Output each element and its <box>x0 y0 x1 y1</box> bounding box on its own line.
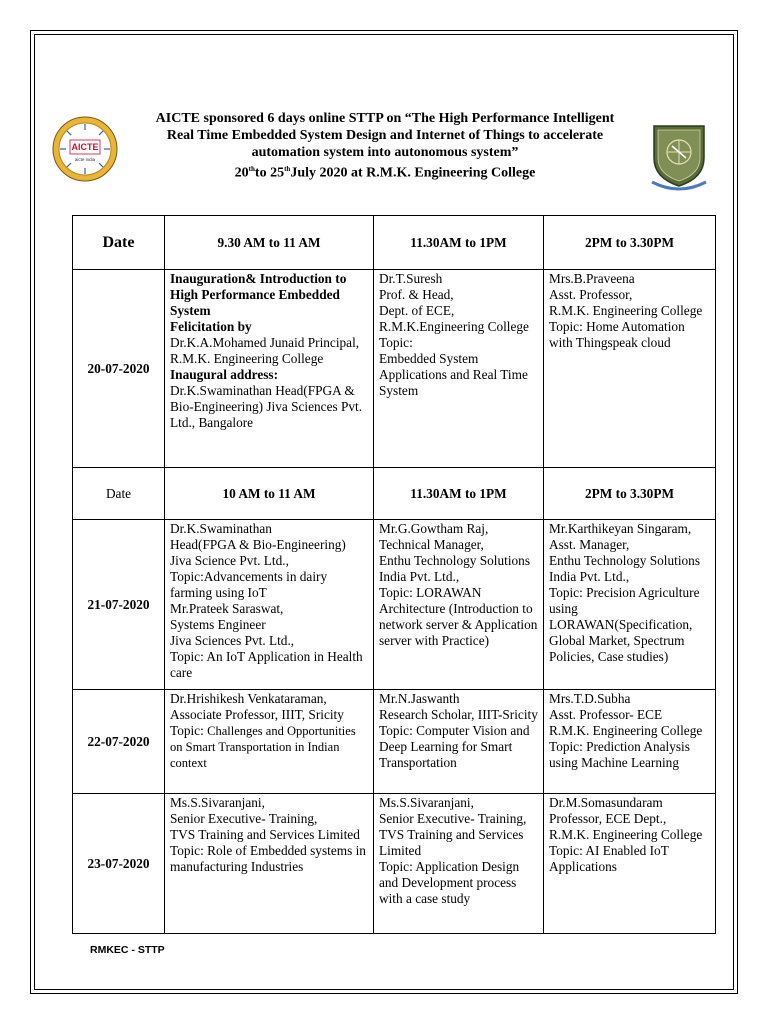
schedule-table <box>72 215 716 934</box>
session-cell <box>544 794 716 934</box>
line: Systems Engineer <box>170 617 266 632</box>
heading-dates <box>125 161 645 182</box>
header-slot-2: 11.30AM to 1PM <box>374 468 544 520</box>
line: Dept. of ECE, <box>379 303 455 318</box>
line: Topic: LORAWAN Architecture (Introduction to network server & Application server with Practice) <box>379 585 538 648</box>
line: Topic: AI Enabled IoT Applications <box>549 843 669 874</box>
session-cell <box>374 794 544 934</box>
line: Jiva Science Pvt. Ltd., <box>170 553 289 568</box>
line: TVS Training and Services Limited <box>170 827 360 842</box>
line: Mr.N.Jaswanth <box>379 691 460 706</box>
line: Mrs.B.Praveena <box>549 271 635 286</box>
line: Mr.G.Gowtham Raj, <box>379 521 489 536</box>
line: Research Scholar, IIIT-Sricity <box>379 707 538 722</box>
line: Ms.S.Sivaranjani, <box>170 795 265 810</box>
session-cell <box>374 690 544 794</box>
date-cell: 23-07-2020 <box>73 794 165 934</box>
line: Mrs.T.D.Subha <box>549 691 631 706</box>
line: Jiva Sciences Pvt. Ltd., <box>170 633 295 648</box>
topic-line <box>170 723 368 771</box>
heading-line-1: AICTE sponsored 6 days online STTP on “The High Performance Intelligent <box>155 111 615 126</box>
header-slot-3: 2PM to 3.30PM <box>544 468 716 520</box>
row-23-07-2020 <box>73 794 716 934</box>
line: Dr.T.Suresh <box>379 271 443 286</box>
header-slot-1: 10 AM to 11 AM <box>165 468 374 520</box>
line: Asst. Professor- ECE <box>549 707 663 722</box>
line: R.M.K. Engineering College <box>549 723 703 738</box>
topic-text: Challenges and Opportunities on Smart Transportation in Indian context <box>170 724 356 770</box>
line: Technical Manager, <box>379 537 484 552</box>
dates-sup-1: th <box>248 165 255 173</box>
line: R.M.K.Engineering College <box>379 319 529 334</box>
session-cell <box>165 794 374 934</box>
felicitation-text: Dr.K.A.Mohamed Junaid Principal, R.M.K. Engineering College <box>170 335 360 366</box>
line: Topic: An IoT Application in Health care <box>170 649 363 680</box>
header-date: Date <box>73 468 165 520</box>
felicitation-label: Felicitation by <box>170 319 252 334</box>
dates-sup-2: th <box>284 165 291 173</box>
line: Enthu Technology Solutions India Pvt. Ltd., <box>549 553 700 584</box>
line: Topic:Advancements in dairy farming using IoT <box>170 569 328 600</box>
line: Head(FPGA & Bio-Engineering) <box>170 537 346 552</box>
header-row-2 <box>73 468 716 520</box>
session-cell <box>544 690 716 794</box>
footer-label: RMKEC - STTP <box>90 944 165 956</box>
header-row-1 <box>73 216 716 270</box>
line: Senior Executive- Training, <box>170 811 318 826</box>
address-label: Inaugural address: <box>170 367 279 382</box>
line: Asst. Manager, <box>549 537 630 552</box>
heading-line-2: Real Time Embedded System Design and Internet of Things to accelerate <box>166 128 604 143</box>
college-crest-logo <box>646 122 712 194</box>
line: Topic: Application Design and Development process with a case study <box>379 859 520 906</box>
event-heading <box>125 110 645 182</box>
date-cell: 22-07-2020 <box>73 690 165 794</box>
header-slot-3: 2PM to 3.30PM <box>544 216 716 270</box>
session-cell <box>544 520 716 690</box>
header-slot-2: 11.30AM to 1PM <box>374 216 544 270</box>
line: Dr.Hrishikesh Venkataraman, <box>170 691 327 706</box>
session-cell <box>165 690 374 794</box>
line: TVS Training and Services Limited <box>379 827 524 858</box>
line: Topic: Computer Vision and Deep Learning for Smart Transportation <box>379 723 530 770</box>
session-cell <box>374 520 544 690</box>
dates-mid: to 25 <box>254 165 285 181</box>
date-cell: 20-07-2020 <box>73 270 165 468</box>
line: Dr.M.Somasundaram <box>549 795 663 810</box>
inauguration-title: Inauguration& Introduction to High Performance Embedded System <box>170 271 347 318</box>
row-21-07-2020 <box>73 520 716 690</box>
line: Mr.Prateek Saraswat, <box>170 601 284 616</box>
line: Enthu Technology Solutions India Pvt. Ltd., <box>379 553 530 584</box>
line: Topic: Precision Agriculture using LORAWAN(Specification, Global Market, Spectrum Policies, Case studies) <box>549 585 700 664</box>
address-text: Dr.K.Swaminathan Head(FPGA & Bio-Engineering) Jiva Sciences Pvt. Ltd., Bangalore <box>170 383 363 430</box>
line: Topic: Role of Embedded systems in manufacturing Industries <box>170 843 366 874</box>
dates-end: July 2020 at R.M.K. Engineering College <box>290 165 536 181</box>
session-cell <box>165 520 374 690</box>
line: Professor, ECE Dept., <box>549 811 667 826</box>
header-slot-1: 9.30 AM to 11 AM <box>165 216 374 270</box>
heading-line-3: automation system into autonomous system” <box>251 145 519 160</box>
header-date: Date <box>73 216 165 270</box>
session-cell <box>544 270 716 468</box>
aicte-logo-text: AICTE <box>71 142 99 152</box>
line: Topic: Home Automation with Thingspeak cloud <box>549 319 685 350</box>
line: Senior Executive- Training, <box>379 811 527 826</box>
line: Embedded System Applications and Real Time System <box>379 351 528 398</box>
aicte-logo-subtext: aicte india <box>74 157 96 162</box>
session-cell <box>165 270 374 468</box>
aicte-logo <box>52 116 118 182</box>
dates-start: 20 <box>234 165 249 181</box>
line: Topic: <box>379 335 413 350</box>
line: R.M.K. Engineering College <box>549 303 703 318</box>
row-22-07-2020 <box>73 690 716 794</box>
line: Topic: Prediction Analysis using Machine Learning <box>549 739 690 770</box>
line: Dr.K.Swaminathan <box>170 521 272 536</box>
line: Asst. Professor, <box>549 287 633 302</box>
topic-label: Topic: <box>170 723 208 738</box>
line: Mr.Karthikeyan Singaram, <box>549 521 692 536</box>
line: Ms.S.Sivaranjani, <box>379 795 474 810</box>
line: Prof. & Head, <box>379 287 454 302</box>
row-20-07-2020 <box>73 270 716 468</box>
session-cell <box>374 270 544 468</box>
line: Associate Professor, IIIT, Sricity <box>170 707 344 722</box>
line: R.M.K. Engineering College <box>549 827 703 842</box>
date-cell: 21-07-2020 <box>73 520 165 690</box>
